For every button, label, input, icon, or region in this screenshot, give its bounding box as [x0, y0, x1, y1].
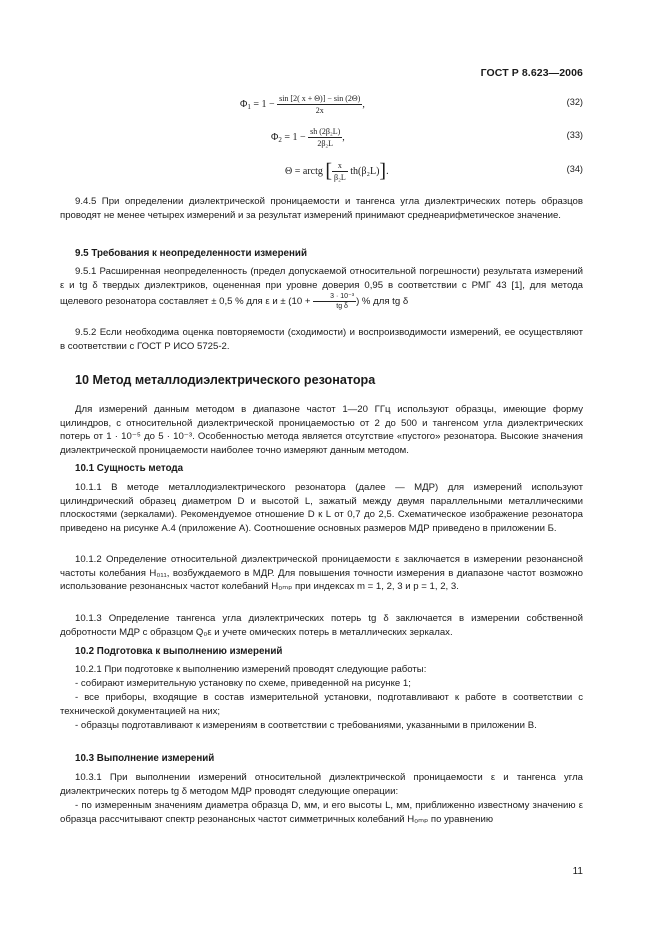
page-number: 11: [572, 866, 583, 877]
paragraph-9-5-1: 9.5.1 Расширенная неопределенность (предел допускаемой относительной погрешности) результата измерений ε и tg δ твердых диэлектриков, оцененная при уровне доверия 0,95 в соответствии с РМГ 43 [1], для метода щелевого резонатора составляет ± 0,5 % для ε и ± (10 + $\frac{\text{3 · 10⁻³}}{\text{tg δ}}$ ) % для tg δ: [60, 266, 584, 311]
section-heading-10-3: 10.3 Выполнение измерений: [75, 753, 215, 764]
paragraph-10-3-1: 10.3.1 При выполнении измерений относительной диэлектрической проницаемости ε и тангенса угла диэлектрических потерь tg δ методом МДР проводят следующие операции:: [60, 772, 583, 797]
equation-33: $\Phi_2 = 1$ − $\frac{\text{sh (2β₂L)}}{\text{2β₂L}}$ ,: [271, 127, 345, 148]
paragraph-9-4-5: 9.4.5 При определении диэлектрической проницаемости и тангенса угла диэлектрических потерь образцов проводят не менее четырех измерений и за результат измерений принимают среднеарифметическое значение.: [60, 196, 583, 221]
paragraph-10-1-3: 10.1.3 Определение тангенса угла диэлектрических потерь tg δ заключается в измерении собственной добротности МДР с образцом Q₀ε и учете омических потерь в металлических зеркалах.: [60, 613, 583, 638]
section-heading-10-1: 10.1 Сущность метода: [75, 463, 184, 474]
equation-32: $\Phi_1 = 1$ − $\frac{\sin [2( x + \Theta)] - \sin (2\Theta)}{2x}$ ,: [240, 94, 365, 115]
paragraph-10-1-2: 10.1.2 Определение относительной диэлектрической проницаемости ε заключается в измерении резонансной частоты колебания H₀₁₁, возбуждаемого в МДР. Для повышения точности измерения в диапазоне частот возможно использование резонансных частот колебаний H₀ₘₚ при индексах m = 1, 2, 3 и p = 1, 2, 3.: [60, 554, 583, 593]
document-header: ГОСТ Р 8.623—2006: [480, 67, 583, 79]
paragraph-9-5-2: 9.5.2 Если необходима оценка повторяемости (сходимости) и воспроизводимости измерений, ее осуществляют в соответствии с ГОСТ Р ИСО 5725-2.: [60, 327, 583, 352]
equation-number-34: (34): [566, 164, 583, 174]
equation-34: Θ = arctg [ $\frac{x}{\text{β₂L}}$ th(β₂L)].: [285, 160, 389, 182]
paragraph-10-2-1: 10.2.1 При подготовке к выполнению измерений проводят следующие работы:: [75, 664, 427, 675]
list-item: - все приборы, входящие в состав измерительной установки, подготавливают к работе в соответствии с технической документацией на них;: [60, 692, 583, 717]
list-item: - по измеренным значениям диаметра образца D, мм, и его высоты L, мм, приближенно известному значению ε образца рассчитывают спектр резонансных частот симметричных колебаний H₀ₘₚ по уравнению: [60, 800, 583, 825]
paragraph-10-intro: Для измерений данным методом в диапазоне частот 1—20 ГГц используют образцы, имеющие форму цилиндров, с относительной диэлектрической проницаемостью от 2 до 500 и тангенсом угла диэлектрических потерь от 1 · 10⁻⁵ до 5 · 10⁻³. Особенностью метода является отсутствие «пустого» резонатора. Высокие значения диэлектрической проницаемости наиболее точно измеряют данным методом.: [60, 404, 583, 457]
equation-number-32: (32): [566, 97, 583, 107]
section-heading-9-5: 9.5 Требования к неопределенности измерений: [75, 248, 307, 259]
section-heading-10: 10 Метод металлодиэлектрического резонатора: [75, 373, 376, 387]
section-heading-10-2: 10.2 Подготовка к выполнению измерений: [75, 646, 283, 657]
list-item: - собирают измерительную установку по схеме, приведенной на рисунке 1;: [75, 678, 411, 689]
paragraph-10-1-1: 10.1.1 В методе металлодиэлектрического резонатора (далее — МДР) для измерений используют цилиндрический образец диаметром D и высотой L, зажатый между двумя параллельными металлическими плоскостями (зеркалами). Рекомендуемое отношение D к L от 0,7 до 2,5. Схематическое изображение резонатора приведено на рисунке А.4 (приложение А). Соотношение основных размеров МДР приведено в приложении Б.: [60, 482, 583, 535]
equation-number-33: (33): [566, 130, 583, 140]
list-item: - образцы подготавливают к измерениям в соответствии с требованиями, указанными в приложении В.: [75, 720, 537, 731]
